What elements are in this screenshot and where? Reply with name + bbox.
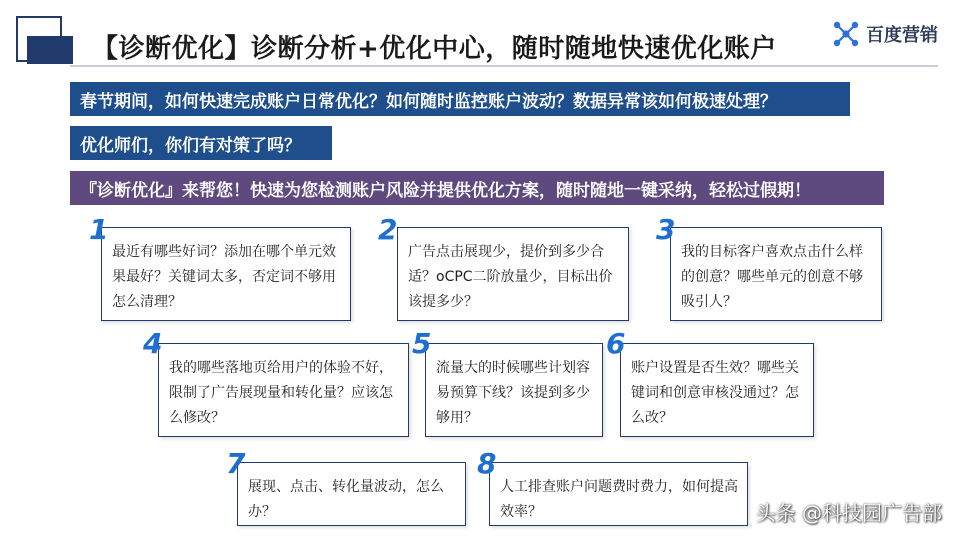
question-card-3: 我的目标客户喜欢点击什么样的创意？哪些单元的创意不够吸引人？ — [670, 227, 882, 321]
banner-solution: 『诊断优化』来帮您！快速为您检测账户风险并提供优化方案，随时随地一键采纳，轻松过假期！ — [70, 171, 884, 205]
question-number-8: 8 — [477, 447, 497, 480]
question-number-6: 6 — [606, 327, 626, 360]
question-card-7: 展现、点击、转化量波动，怎么办？ — [237, 462, 466, 526]
question-card-4: 我的哪些落地页给用户的体验不好，限制了广告展现量和转化量？应该怎么修改？ — [158, 343, 409, 437]
corner-decoration-block — [27, 36, 73, 64]
title-divider — [70, 65, 938, 67]
brand-name: 百度营销 — [866, 25, 938, 46]
question-card-6: 账户设置是否生效？哪些关键词和创意审核没通过？怎么改？ — [620, 343, 814, 437]
page-title: 【诊断优化】诊断分析+优化中心，随时随地快速优化账户 — [92, 34, 777, 64]
brand-logo — [832, 20, 938, 48]
banner-question: 春节期间，如何快速完成账户日常优化？如何随时监控账户波动？数据异常该如何极速处理？ — [70, 82, 850, 116]
question-number-5: 5 — [412, 327, 432, 360]
question-card-1: 最近有哪些好词？添加在哪个单元效果最好？关键词太多，否定词不够用怎么清理？ — [101, 227, 351, 321]
question-number-4: 4 — [143, 327, 163, 360]
question-number-2: 2 — [378, 213, 398, 246]
question-card-2: 广告点击展现少，提价到多少合适？oCPC二阶放量少，目标出价该提多少？ — [397, 227, 629, 321]
banner-challenge: 优化师们，你们有对策了吗？ — [70, 126, 332, 160]
watermark: 头条 @科技园广告部 — [755, 501, 942, 525]
question-card-8: 人工排查账户问题费时费力，如何提高效率？ — [489, 462, 748, 526]
question-number-7: 7 — [226, 447, 246, 480]
baidu-marketing-logo-icon — [832, 20, 860, 48]
question-number-1: 1 — [89, 213, 109, 246]
question-number-3: 3 — [656, 213, 676, 246]
question-card-5: 流量大的时候哪些计划容易预算下线？该提到多少够用？ — [425, 343, 603, 437]
